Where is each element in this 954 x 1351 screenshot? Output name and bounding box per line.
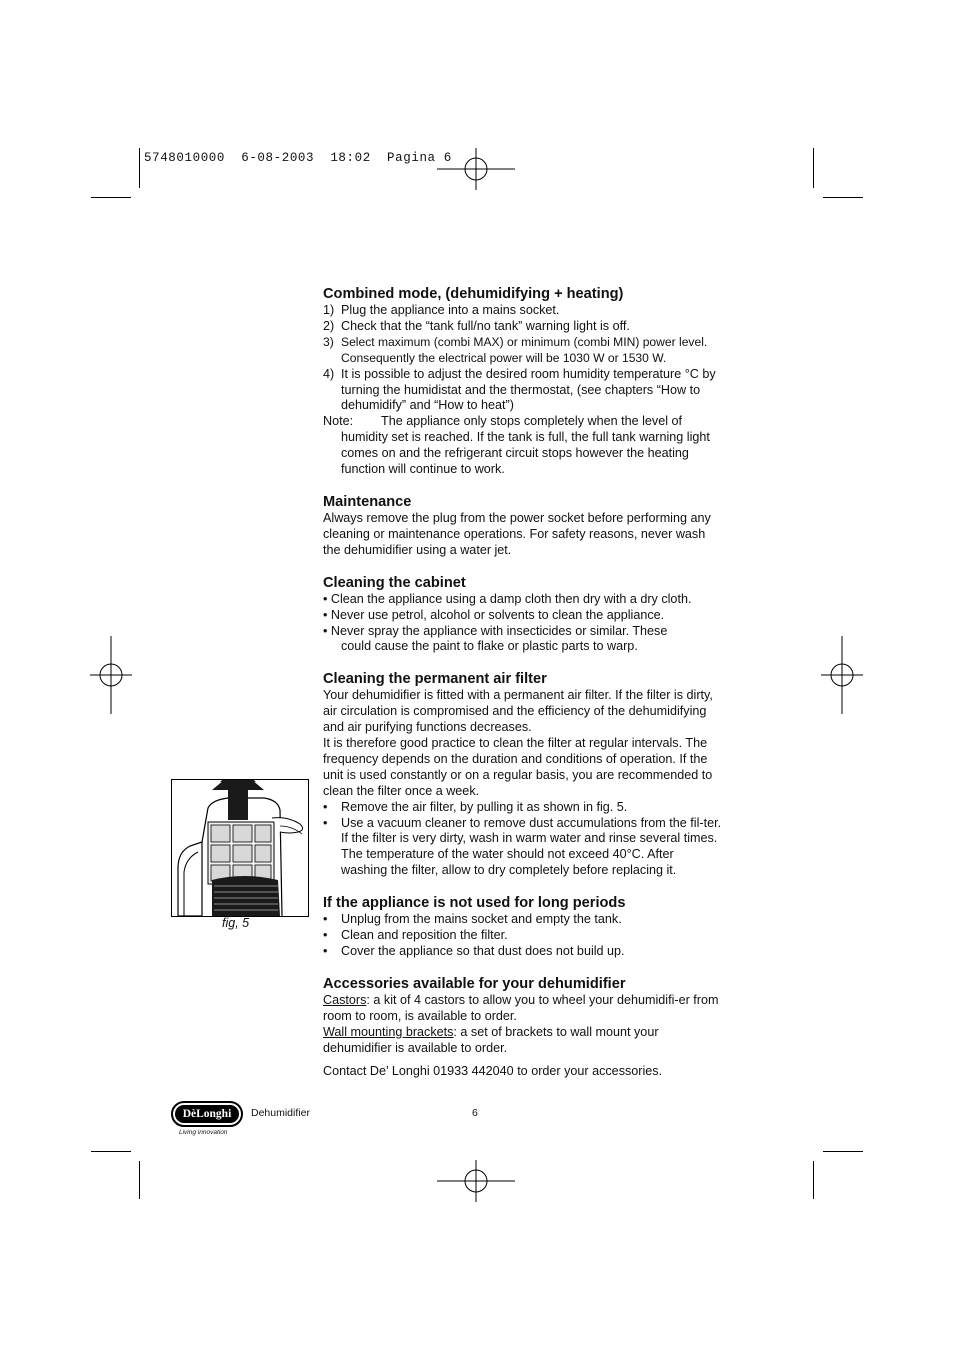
delonghi-logo-text: DèLonghi <box>182 1108 232 1120</box>
bullet-item: • Clean and reposition the filter. <box>323 928 508 943</box>
brand-tagline: Living innovation <box>179 1129 228 1136</box>
castors-label: Castors <box>323 992 367 1007</box>
section-combined-mode <box>323 286 723 478</box>
bullet-item: • Never spray the appliance with insecticides or similar. These <box>323 623 668 638</box>
print-slug-line: 5748010000 6-08-2003 18:02 Pagina 6 <box>144 151 452 165</box>
bullet-item: • Never use petrol, alcohol or solvents to clean the appliance. <box>323 607 665 622</box>
paragraph: Wall mounting brackets: a set of brackets to wall mount your dehumidifier is available to order. <box>323 1024 659 1055</box>
figure-caption: fig, 5 <box>222 916 250 930</box>
crop-mark <box>139 1161 140 1199</box>
step-text: It is possible to adjust the desired room humidity temperature °C by turning the humidistat and the thermostat, (see chapters “How to dehumidify” and “How to heat”) <box>341 366 716 413</box>
bullet-item: • Remove the air filter, by pulling it as shown in fig. 5. <box>323 799 628 814</box>
bullet-item: • Cover the appliance so that dust does not build up. <box>323 944 625 958</box>
section-cleaning-cabinet <box>323 575 723 656</box>
step-text: Select maximum (combi MAX) or minimum (combi MIN) power level. Consequently the electrical power will be 1030 W or 1530 W. <box>341 334 708 365</box>
numbered-step <box>323 367 723 415</box>
registration-mark-bottom <box>437 1160 517 1202</box>
paragraph: Always remove the plug from the power socket before performing any cleaning or maintenance operations. For safety reasons, never wash the dehumidifier using a water jet. <box>323 510 711 557</box>
registration-mark-right <box>821 636 863 714</box>
note-label: Note: <box>323 414 354 429</box>
bullet-item: • Use a vacuum cleaner to remove dust accumulations from the fil-ter. If the filter is very dirty, wash in warm water and rinse several times. The temperature of the water should not exceed 40°C. After washing the filter, allow to dry completely before replacing it. <box>323 815 722 878</box>
figure-filter-removal <box>171 779 309 917</box>
brackets-label: Wall mounting brackets <box>323 1024 454 1039</box>
filter-removal-illustration <box>172 780 308 916</box>
section-long-periods <box>323 895 723 960</box>
numbered-step <box>323 319 723 335</box>
crop-mark <box>91 197 131 198</box>
bullet-item: • Unplug from the mains socket and empty the tank. <box>323 912 622 927</box>
section-title: Combined mode, (dehumidifying + heating) <box>323 286 624 302</box>
step-number: 4) <box>323 366 335 381</box>
bullet-continuation: could cause the paint to flake or plastic parts to warp. <box>341 639 638 654</box>
step-number: 3) <box>323 334 334 349</box>
section-maintenance <box>323 494 723 559</box>
footer-product-name: Dehumidifier <box>251 1107 310 1119</box>
step-number: 1) <box>323 303 335 317</box>
crop-mark <box>813 148 814 188</box>
step-text: Plug the appliance into a mains socket. <box>341 303 560 317</box>
paragraph: It is therefore good practice to clean the filter at regular intervals. The frequency depends on the duration and conditions of operation. If the unit is used constantly or on a regular basis, you are recommended to clean the filter once a week. <box>323 736 713 798</box>
crop-mark <box>813 1161 814 1199</box>
main-column <box>323 286 723 1079</box>
note-text: The appliance only stops completely when the level of humidity set is reached. If the tank is full, the full tank warning light comes on and the refrigerant circuit stops however the heating function will continue to work. <box>341 414 710 477</box>
bullet-item: • Clean the appliance using a damp cloth then dry with a dry cloth. <box>323 591 692 606</box>
section-title: Maintenance <box>323 493 412 510</box>
section-title: Cleaning the permanent air filter <box>323 671 547 688</box>
crop-mark <box>139 148 140 188</box>
section-accessories <box>323 976 723 1080</box>
section-title: Cleaning the cabinet <box>323 574 466 591</box>
section-cleaning-filter <box>323 671 723 879</box>
paragraph: Your dehumidifier is fitted with a permanent air filter. If the filter is dirty, air circulation is compromised and the efficiency of the dehumidifying and air purifying functions decreases. <box>323 688 713 735</box>
page-number: 6 <box>472 1107 478 1119</box>
contact-line: Contact De’ Longhi 01933 442040 to order your accessories. <box>323 1063 663 1078</box>
crop-mark <box>91 1151 131 1152</box>
step-number: 2) <box>323 318 335 333</box>
paragraph: Castors: a kit of 4 castors to allow you to wheel your dehumidifi-er from room to room, is available to order. <box>323 992 719 1023</box>
crop-mark <box>823 197 863 198</box>
section-title: If the appliance is not used for long periods <box>323 895 626 912</box>
note <box>323 414 723 478</box>
numbered-step <box>323 303 723 319</box>
section-title: Accessories available for your dehumidifier <box>323 975 626 992</box>
crop-mark <box>823 1151 863 1152</box>
registration-mark-left <box>90 636 132 714</box>
step-text: Check that the “tank full/no tank” warning light is off. <box>341 318 630 333</box>
numbered-step <box>323 335 723 367</box>
